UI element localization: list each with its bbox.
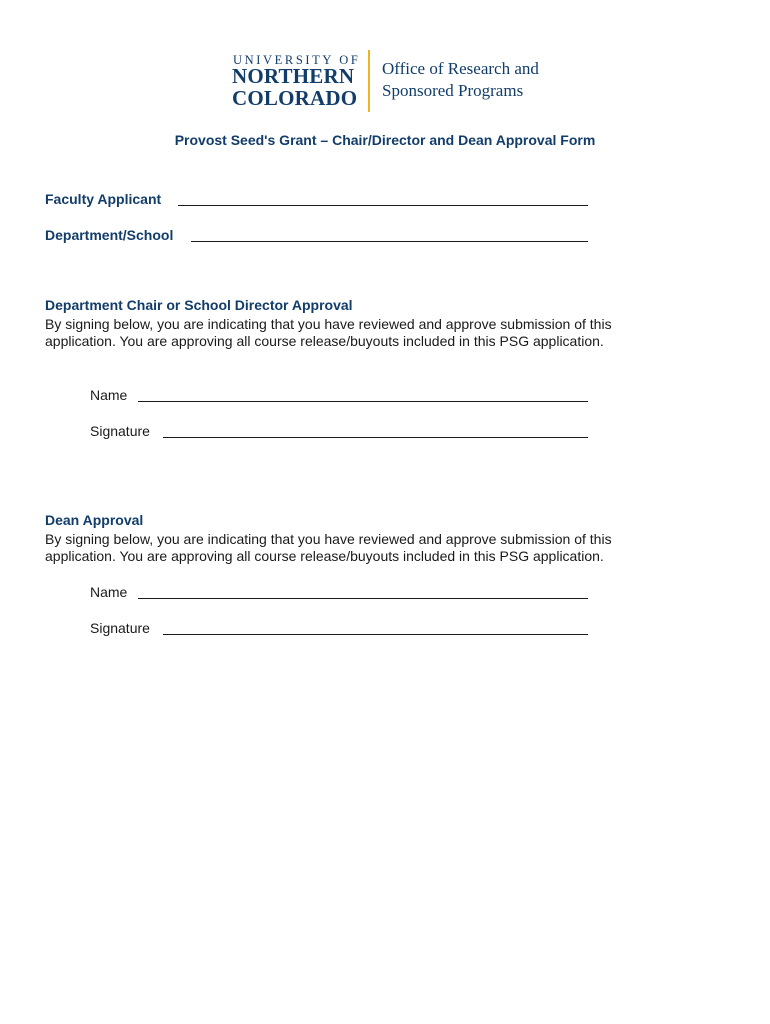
form-title: Provost Seed's Grant – Chair/Director and Dean Approval Form bbox=[174, 132, 596, 148]
dean-approval-text bbox=[45, 531, 685, 565]
dean-approval-heading: Dean Approval bbox=[45, 512, 144, 528]
logo-divider bbox=[368, 50, 370, 112]
department-school-label: Department/School bbox=[45, 227, 174, 243]
university-logo-line3: COLORADO bbox=[232, 86, 358, 110]
chair-signature-label: Signature bbox=[90, 423, 150, 439]
dean-signature-label: Signature bbox=[90, 620, 150, 636]
dean-signature-field[interactable] bbox=[163, 634, 588, 635]
chair-approval-text bbox=[45, 316, 685, 350]
faculty-applicant-label: Faculty Applicant bbox=[45, 191, 162, 207]
dean-approval-text-line1: By signing below, you are indicating that you have reviewed and approve submission of this bbox=[45, 531, 612, 547]
university-logo-line1: UNIVERSITY OF bbox=[233, 53, 361, 67]
dean-name-field[interactable] bbox=[138, 598, 588, 599]
chair-name-field[interactable] bbox=[138, 401, 588, 402]
chair-approval-text-line2: application. You are approving all course release/buyouts included in this PSG application. bbox=[45, 333, 604, 349]
dean-name-label: Name bbox=[90, 584, 128, 600]
faculty-applicant-field[interactable] bbox=[178, 205, 588, 206]
department-school-field[interactable] bbox=[191, 241, 588, 242]
chair-signature-field[interactable] bbox=[163, 437, 588, 438]
office-name-line2: Sponsored Programs bbox=[382, 81, 524, 100]
dean-approval-text-line2: application. You are approving all course release/buyouts included in this PSG application. bbox=[45, 548, 604, 564]
university-logo-line2: NORTHERN bbox=[232, 64, 355, 88]
chair-name-label: Name bbox=[90, 387, 128, 403]
office-name-line1: Office of Research and bbox=[382, 59, 539, 78]
chair-approval-text-line1: By signing below, you are indicating that you have reviewed and approve submission of this bbox=[45, 316, 612, 332]
chair-approval-heading: Department Chair or School Director Approval bbox=[45, 297, 353, 313]
